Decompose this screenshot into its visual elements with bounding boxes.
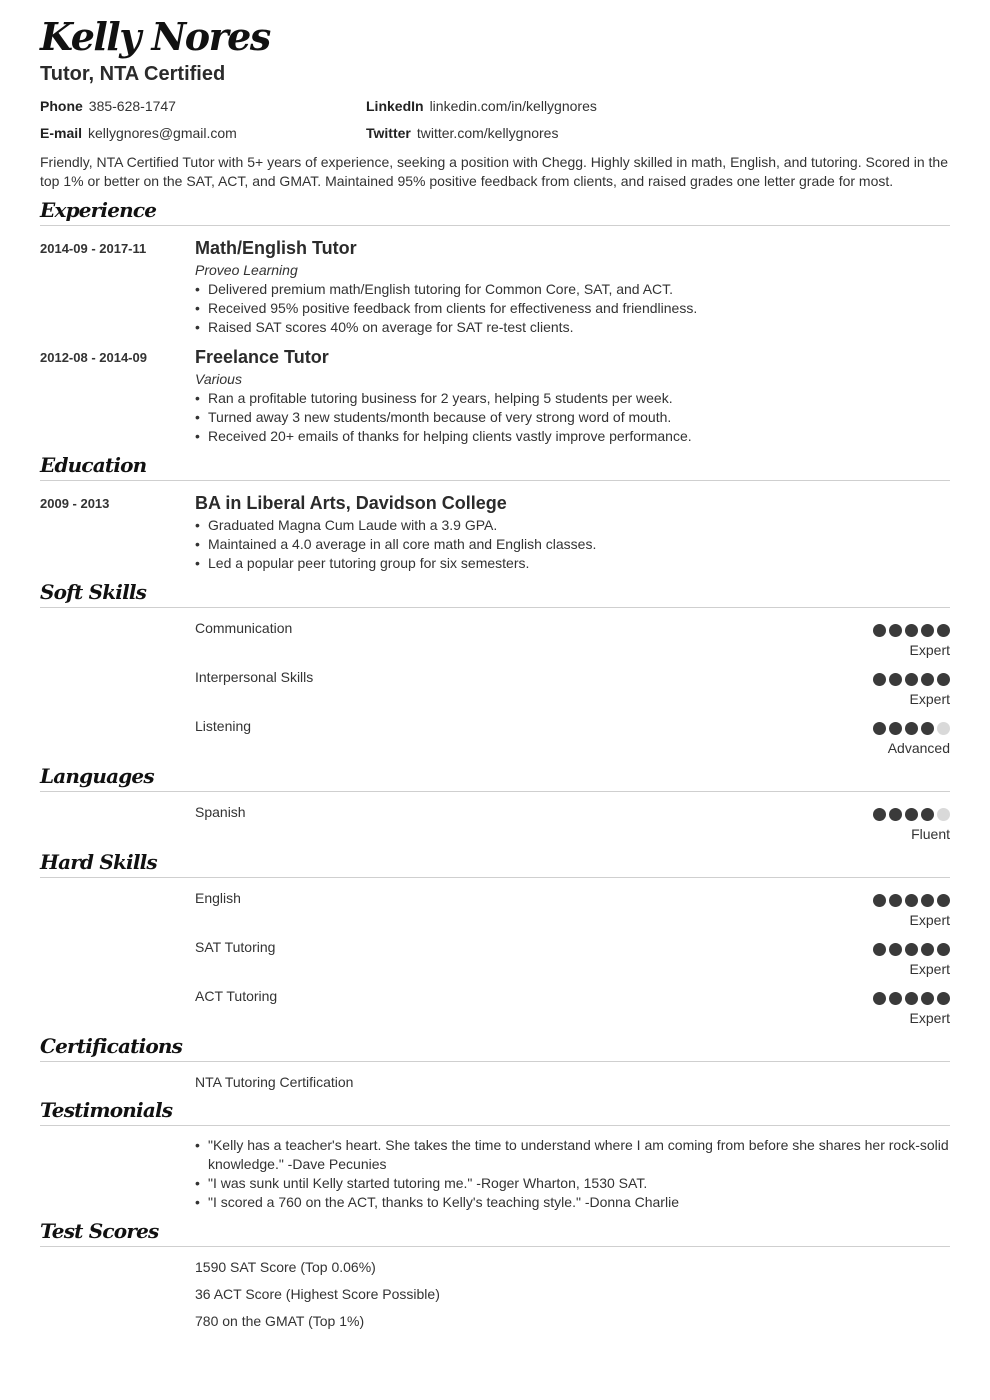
bullet-item: • Delivered premium math/English tutoring for Common Core, SAT, and ACT. [195, 280, 955, 299]
rating-dot-filled [921, 992, 934, 1005]
education-title: BA in Liberal Arts, Davidson College [195, 493, 507, 513]
skill-rating [873, 624, 950, 637]
contact-twitter [366, 125, 558, 141]
candidate-title: Tutor, NTA Certified [40, 63, 226, 85]
skill-level: Expert [909, 961, 950, 977]
experience-org: Proveo Learning [195, 262, 298, 278]
rating-dot-filled [889, 894, 902, 907]
rating-dot-filled [921, 624, 934, 637]
rating-dot-filled [937, 894, 950, 907]
experience-date: 2012-08 - 2014-09 [40, 350, 147, 365]
contact-linkedin [366, 98, 597, 114]
rating-dot-filled [937, 673, 950, 686]
bullet-item: • Received 95% positive feedback from clients for effectiveness and friendliness. [195, 299, 955, 318]
rating-dot-filled [889, 808, 902, 821]
contact-twitter-value: twitter.com/kellygnores [416, 125, 559, 141]
language-name: Spanish [195, 804, 246, 820]
contact-email-label: E-mail [40, 125, 83, 141]
rating-dot-filled [873, 943, 886, 956]
section-experience [40, 198, 950, 226]
rating-dot-filled [921, 673, 934, 686]
rating-dot-filled [905, 992, 918, 1005]
experience-bullets [195, 389, 955, 446]
skill-level: Expert [909, 691, 950, 707]
section-soft-skills [40, 580, 950, 608]
rating-dot-filled [937, 992, 950, 1005]
skill-rating [873, 992, 950, 1005]
skill-level: Expert [909, 642, 950, 658]
skill-name: Interpersonal Skills [195, 669, 314, 685]
section-education [40, 453, 950, 481]
rating-dot-filled [889, 624, 902, 637]
bullet-item: • Turned away 3 new students/month because of very strong word of mouth. [195, 408, 955, 427]
skill-name: SAT Tutoring [195, 939, 276, 955]
skill-rating [873, 894, 950, 907]
bullet-item: • Raised SAT scores 40% on average for SAT re-test clients. [195, 318, 955, 337]
rating-dot-filled [921, 808, 934, 821]
contact-phone-label: Phone [40, 98, 83, 114]
education-bullets [195, 516, 955, 573]
section-testimonials-title: Testimonials [40, 1098, 173, 1122]
experience-title: Freelance Tutor [195, 347, 329, 367]
contact-email [40, 125, 237, 141]
rating-dot-filled [905, 943, 918, 956]
rating-dot-filled [937, 943, 950, 956]
section-education-title: Education [40, 453, 147, 477]
rating-dot-filled [921, 894, 934, 907]
contact-email-value: kellygnores@gmail.com [88, 125, 237, 141]
contact-twitter-label: Twitter [366, 125, 411, 141]
section-hard-skills-title: Hard Skills [40, 850, 157, 874]
rating-dot-filled [873, 673, 886, 686]
testimonial-item: • "I scored a 760 on the ACT, thanks to Kelly's teaching style." -Donna Charlie [195, 1193, 951, 1212]
rating-dot-filled [873, 722, 886, 735]
test-score-item: 36 ACT Score (Highest Score Possible) [195, 1286, 440, 1302]
skill-rating [873, 673, 950, 686]
rating-dot-filled [889, 943, 902, 956]
contact-phone [40, 98, 176, 114]
skill-level: Expert [909, 1010, 950, 1026]
skill-rating [873, 722, 950, 735]
section-experience-title: Experience [40, 198, 157, 222]
section-hard-skills [40, 850, 950, 878]
rating-dot-empty [937, 808, 950, 821]
test-score-item: 780 on the GMAT (Top 1%) [195, 1313, 365, 1329]
test-score-item: 1590 SAT Score (Top 0.06%) [195, 1259, 376, 1275]
rating-dot-filled [905, 894, 918, 907]
rating-dot-filled [873, 992, 886, 1005]
section-certifications [40, 1034, 950, 1062]
certification-item: NTA Tutoring Certification [195, 1074, 354, 1090]
section-languages [40, 764, 950, 792]
experience-bullets [195, 280, 955, 337]
testimonial-list [195, 1136, 951, 1212]
education-date: 2009 - 2013 [40, 496, 110, 511]
rating-dot-filled [873, 894, 886, 907]
bullet-item: • Graduated Magna Cum Laude with a 3.9 GPA. [195, 516, 955, 535]
rating-dot-filled [921, 722, 934, 735]
rating-dot-filled [905, 808, 918, 821]
rating-dot-filled [889, 992, 902, 1005]
rating-dot-filled [873, 808, 886, 821]
rating-dot-filled [905, 624, 918, 637]
skill-rating [873, 943, 950, 956]
bullet-item: • Led a popular peer tutoring group for six semesters. [195, 554, 955, 573]
rating-dot-filled [905, 673, 918, 686]
rating-dot-filled [905, 722, 918, 735]
experience-date: 2014-09 - 2017-11 [40, 241, 147, 256]
contact-phone-value: 385-628-1747 [88, 98, 176, 114]
section-test-scores-title: Test Scores [40, 1219, 159, 1243]
experience-title: Math/English Tutor [195, 238, 357, 258]
rating-dot-filled [889, 673, 902, 686]
rating-dot-filled [889, 722, 902, 735]
experience-org: Various [195, 371, 242, 387]
skill-level: Advanced [887, 740, 950, 756]
language-level: Fluent [911, 826, 950, 842]
rating-dot-filled [937, 624, 950, 637]
skill-name: Communication [195, 620, 293, 636]
testimonial-item: • "I was sunk until Kelly started tutoring me." -Roger Wharton, 1530 SAT. [195, 1174, 951, 1193]
rating-dot-filled [873, 624, 886, 637]
section-test-scores [40, 1219, 950, 1247]
section-testimonials [40, 1098, 950, 1126]
skill-name: English [195, 890, 241, 906]
candidate-name: Kelly Nores [40, 14, 270, 59]
bullet-item: • Received 20+ emails of thanks for helping clients vastly improve performance. [195, 427, 955, 446]
rating-dot-empty [937, 722, 950, 735]
contact-linkedin-label: LinkedIn [366, 98, 424, 114]
section-languages-title: Languages [40, 764, 154, 788]
rating-dot-filled [921, 943, 934, 956]
bullet-item: • Maintained a 4.0 average in all core math and English classes. [195, 535, 955, 554]
skill-name: ACT Tutoring [195, 988, 278, 1004]
bullet-item: • Ran a profitable tutoring business for 2 years, helping 5 students per week. [195, 389, 955, 408]
section-soft-skills-title: Soft Skills [40, 580, 147, 604]
summary: Friendly, NTA Certified Tutor with 5+ years of experience, seeking a position with Chegg. Highly skilled in math, English, and tutoring. Scored in the top 1% or better on the SAT, ACT, and GMAT. Maintained 95% positive feedback from clients, and raised grades one letter grade for most. [40, 154, 948, 189]
skill-name: Listening [195, 718, 252, 734]
skill-level: Expert [909, 912, 950, 928]
contact-linkedin-value: linkedin.com/in/kellygnores [429, 98, 597, 114]
section-certifications-title: Certifications [40, 1034, 183, 1058]
language-rating [873, 808, 950, 821]
testimonial-item: • "Kelly has a teacher's heart. She takes the time to understand where I am coming from before she shares her rock-solid knowledge." -Dave Pecunies [195, 1136, 951, 1174]
